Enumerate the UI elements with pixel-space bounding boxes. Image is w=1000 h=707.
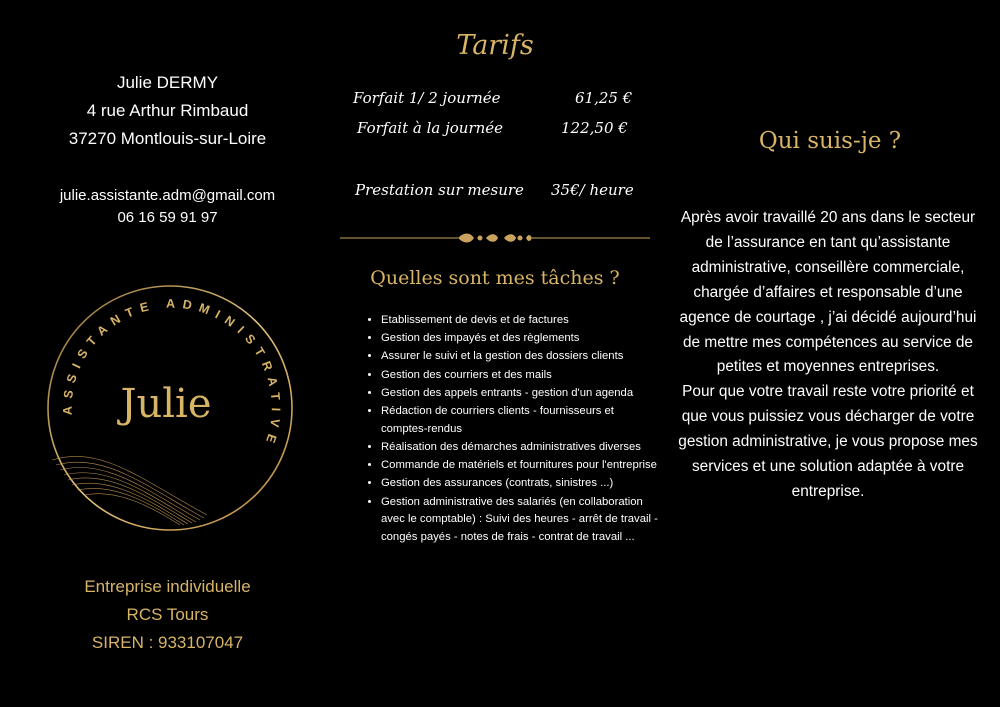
tasks-list	[365, 312, 661, 547]
contact-name: Julie DERMY	[116, 73, 219, 92]
contact-address-line2: 37270 Montlouis-sur-Loire	[68, 129, 267, 148]
contact-details	[0, 185, 335, 229]
left-panel	[0, 0, 335, 707]
list-item: • Etablissement de devis et de factures	[381, 312, 661, 330]
tasks-title: Quelles sont mes tâches ?	[370, 267, 620, 289]
price-value: 35€/ heure	[551, 181, 634, 199]
list-item: • Gestion des assurances (contrats, sinistres ...)	[381, 475, 661, 493]
company-type: Entreprise individuelle	[84, 577, 251, 596]
list-item: • Rédaction de courriers clients - fournisseurs et comptes-rendus	[381, 403, 661, 438]
right-panel	[670, 0, 1000, 707]
about-title: Qui suis-je ?	[758, 128, 902, 154]
price-label: Forfait 1/ 2 journée	[353, 89, 501, 107]
list-item: • Gestion administrative des salariés (en collaboration avec le comptable) : Suivi des heures - arrêt de travail - congés payés - notes de frais - contrat de travail ...	[381, 494, 661, 547]
logo-wave-lines	[52, 456, 207, 525]
company-siren: SIREN : 933107047	[91, 633, 244, 652]
logo-arc-text: ASSISTANTE ADMINISTRATIVE	[60, 296, 283, 452]
ornament-divider	[340, 230, 650, 246]
list-item: • Assurer le suivi et la gestion des dossiers clients	[381, 348, 661, 366]
price-value: 61,25 €	[575, 89, 633, 107]
tarifs-title: Tarifs	[456, 30, 534, 61]
contact-block	[0, 69, 335, 153]
about-text	[678, 206, 978, 505]
contact-email: julie.assistante.adm@gmail.com	[59, 187, 276, 204]
logo-name: Julie	[120, 381, 212, 427]
logo	[42, 280, 298, 536]
company-info	[0, 573, 335, 657]
list-item: • Réalisation des démarches administratives diverses	[381, 439, 661, 457]
contact-phone: 06 16 59 91 97	[117, 209, 218, 226]
price-label: Prestation sur mesure	[355, 181, 524, 199]
price-row	[353, 89, 653, 111]
list-item: • Commande de matériels et fournitures pour l'entreprise	[381, 457, 661, 475]
price-row	[355, 181, 655, 203]
about-paragraph-1: Après avoir travaillé 20 ans dans le secteur de l’assurance en tant qu’assistante administrative, conseillère commerciale, chargée d’affaires et responsable d’une agence de courtage , j’ai décidé aujourd’hui de mettre mes compétences au service de petites et moyennes entreprises.	[679, 209, 977, 376]
list-item: • Gestion des appels entrants - gestion d'un agenda	[381, 385, 661, 403]
middle-panel	[335, 0, 658, 707]
contact-address-line1: 4 rue Arthur Rimbaud	[86, 101, 249, 120]
list-item: • Gestion des courriers et des mails	[381, 367, 661, 385]
price-value: 122,50 €	[561, 119, 628, 137]
price-row	[357, 119, 657, 141]
price-label: Forfait à la journée	[357, 119, 504, 137]
company-rcs: RCS Tours	[126, 605, 209, 624]
about-paragraph-2: Pour que votre travail reste votre priorité et que vous puissiez vous décharger de votre gestion administrative, je vous propose mes services et une solution adaptée à votre entreprise.	[678, 383, 978, 500]
list-item: • Gestion des impayés et des règlements	[381, 330, 661, 348]
